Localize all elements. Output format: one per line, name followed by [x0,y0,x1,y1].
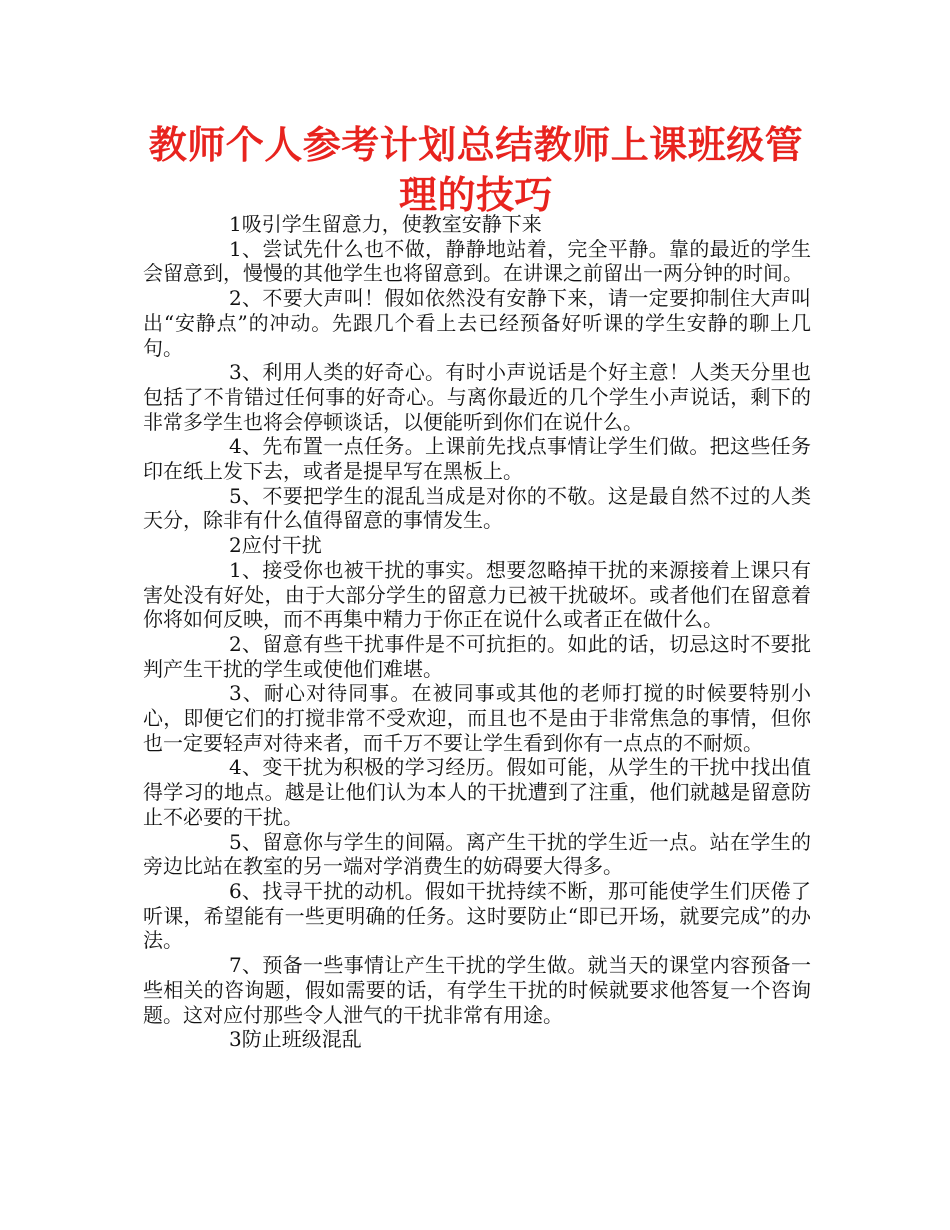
paragraph: 7、预备一些事情让产生干扰的学生做。就当天的课堂内容预备一些相关的咨询题，假如需要的话，有学生干扰的时候就要求他答复一个咨询题。这对应付那些令人泄气的干扰非常有用途。 [143,953,811,1027]
paragraph: 6、找寻干扰的动机。假如干扰持续不断，那可能使学生们厌倦了听课，希望能有一些更明确的任务。这时要防止“即已开场，就要完成”的办法。 [143,878,811,953]
paragraph: 4、先布置一点任务。上课前先找点事情让学生们做。把这些任务印在纸上发下去，或者是提早写在黑板上。 [143,434,811,484]
paragraph: 2、留意有些干扰事件是不可抗拒的。如此的话，切忌这时不要批判产生干扰的学生或使他们难堪。 [143,631,811,681]
paragraph: 3、利用人类的好奇心。有时小声说话是个好主意！人类天分里也包括了不肯错过任何事的好奇心。与离你最近的几个学生小声说话，剩下的非常多学生也将会停顿谈话，以便能听到你们在说什么。 [143,360,811,434]
paragraph: 1、尝试先什么也不做，静静地站着，完全平静。靠的最近的学生会留意到，慢慢的其他学生也将留意到。在讲课之前留出一两分钟的时间。 [143,236,811,286]
section-heading-attract-attention: 1吸引学生留意力，使教室安静下来 [229,212,542,236]
document-body [143,212,811,1052]
paragraph: 5、不要把学生的混乱当成是对你的不敬。这是最自然不过的人类天分，除非有什么值得留意的事情发生。 [143,483,811,533]
paragraph: 1、接受你也被干扰的事实。想要忽略掉干扰的来源接着上课只有害处没有好处，由于大部分学生的留意力已被干扰破坏。或者他们在留意着你将如何反映，而不再集中精力于你正在说什么或者正在做什么。 [143,557,811,632]
document-title: 教师个人参考计划总结教师上课班级管理的技巧 [148,123,804,217]
section-heading-prevent-class-chaos: 3防止班级混乱 [229,1027,362,1052]
paragraph: 3、耐心对待同事。在被同事或其他的老师打搅的时候要特别小心，即便它们的打搅非常不受欢迎，而且也不是由于非常焦急的事情，但你也一定要轻声对待来者，而千万不要让学生看到你有一点点的不耐烦。 [143,681,811,755]
paragraph: 2、不要大声叫！假如依然没有安静下来，请一定要抑制住大声叫出“安静点”的冲动。先跟几个看上去已经预备好听课的学生安静的聊上几句。 [143,286,811,360]
paragraph: 5、留意你与学生的间隔。离产生干扰的学生近一点。站在学生的旁边比站在教室的另一端对学消费生的妨碍要大得多。 [143,829,811,879]
section-heading-handle-interruptions: 2应付干扰 [229,533,322,558]
paragraph: 4、变干扰为积极的学习经历。假如可能，从学生的干扰中找出值得学习的地点。越是让他们认为本人的干扰遭到了注重，他们就越是留意防止不必要的干扰。 [143,755,811,829]
